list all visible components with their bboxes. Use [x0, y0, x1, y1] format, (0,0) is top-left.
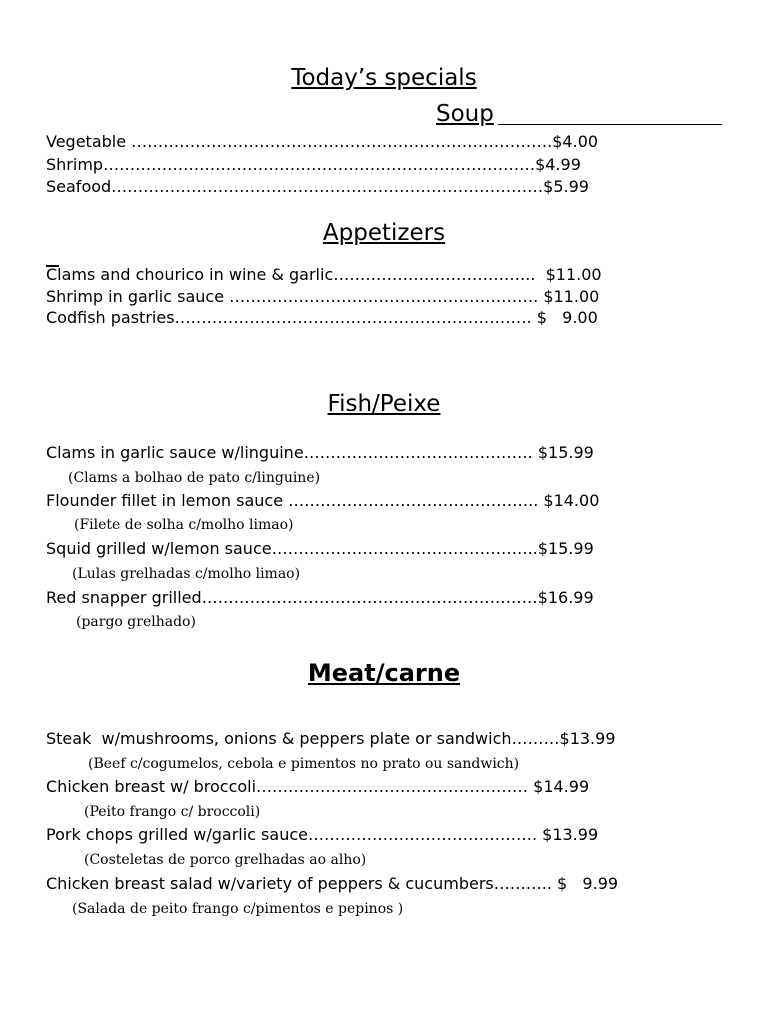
appetizers-heading: Appetizers: [322, 220, 446, 246]
fish-item-flounder: Flounder fillet in lemon sauce ……………………………………….. $14.00: [46, 491, 600, 510]
fish-item-flounder-translation: (Filete de solha c/molho limao): [74, 517, 294, 533]
meat-item-chicken-salad-translation: (Salada de peito frango c/pimentos e pepinos ): [72, 901, 404, 917]
meat-item-steak: Steak w/mushrooms, onions & peppers plate or sandwich………$13.99: [46, 729, 616, 748]
soup-item-shrimp: Shrimp………………………………………………………………………$4.99: [46, 155, 581, 174]
meat-item-pork-chops-translation: (Costeletas de porco grelhadas ao alho): [84, 852, 367, 868]
appetizer-item-shrimp-garlic: Shrimp in garlic sauce …………………………………………………. $11.00: [46, 287, 600, 306]
fish-heading: Fish/Peixe: [327, 391, 441, 417]
soup-heading-underline: [498, 124, 722, 125]
meat-heading: Meat/carne: [307, 659, 461, 687]
meat-item-chicken-salad: Chicken breast salad w/variety of peppers & cucumbers……….. $ 9.99: [46, 874, 619, 893]
meat-item-pork-chops: Pork chops grilled w/garlic sauce……………………………………. $13.99: [46, 825, 599, 844]
fish-item-squid: Squid grilled w/lemon sauce…………………………………………..$15.99: [46, 539, 594, 558]
fish-item-squid-translation: (Lulas grelhadas c/molho limao): [72, 566, 301, 582]
page-title: Today’s specials: [291, 65, 477, 91]
fish-item-clams-linguine-translation: (Clams a bolhao de pato c/linguine): [68, 470, 321, 486]
soup-item-vegetable: Vegetable …………………………………………………………………….$4.00: [46, 132, 599, 151]
appetizer-item-codfish-pastries: Codfish pastries…………………………………………………………. $ 9.00: [46, 308, 598, 327]
soup-heading: Soup: [436, 101, 494, 127]
fish-item-red-snapper-translation: (pargo grelhado): [76, 614, 196, 630]
fish-item-clams-linguine: Clams in garlic sauce w/linguine……………………………………. $15.99: [46, 443, 594, 462]
soup-item-seafood: Seafood………………………………………………………………………$5.99: [46, 177, 589, 196]
meat-item-chicken-broccoli-translation: (Peito frango c/ broccoli): [84, 804, 261, 820]
appetizer-item-clams-chourico: Clams and chourico in wine & garlic……………………………….. $11.00: [46, 265, 602, 284]
meat-item-steak-translation: (Beef c/cogumelos, cebola e pimentos no prato ou sandwich): [88, 756, 520, 772]
fish-item-red-snapper: Red snapper grilled………………………………………………………$16.99: [46, 588, 594, 607]
meat-item-chicken-broccoli: Chicken breast w/ broccoli…………………………………………… $14.99: [46, 777, 590, 796]
